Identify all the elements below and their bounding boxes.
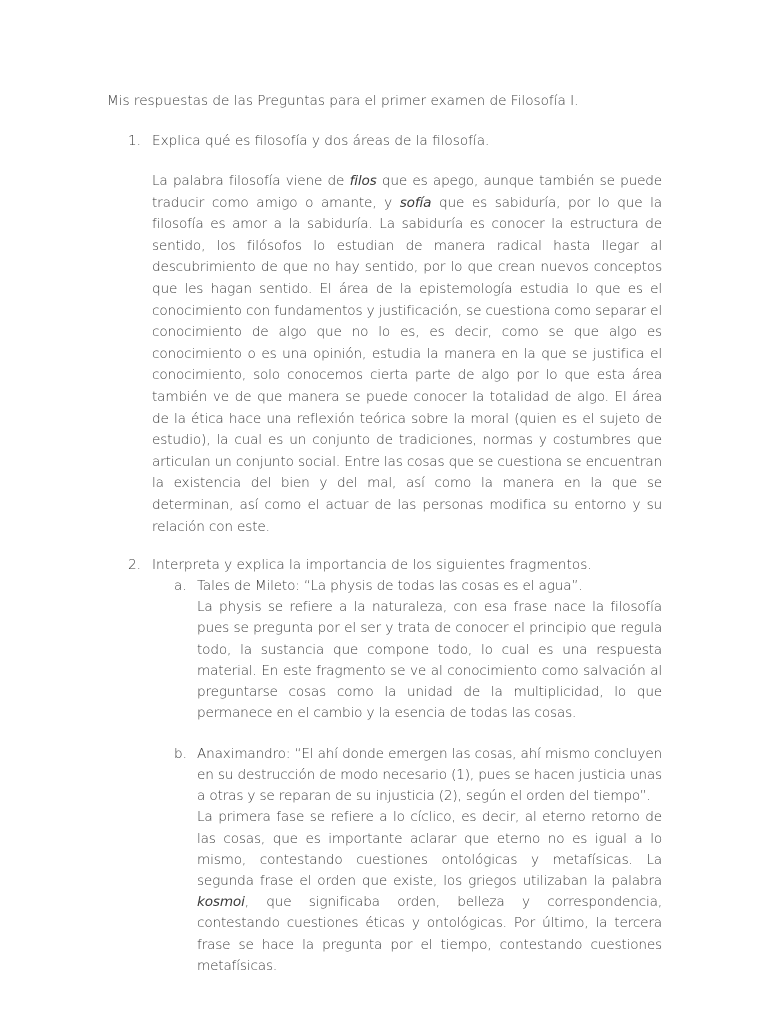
question-2-number: 2. bbox=[128, 557, 141, 574]
question-1-answer bbox=[152, 171, 662, 538]
answer-1-part-1: La palabra filosofía viene de bbox=[152, 173, 350, 189]
fragment-b bbox=[152, 744, 662, 977]
fragment-b-letter: b. bbox=[174, 746, 187, 763]
fragment-b-answer-part-1: La primera fase se refiere a lo cíclico, es decir, al eterno retorno de las cosas, que es importante aclarar que eterno no es igual a lo mismo, contestando cuestiones ontológicas y metafísicas. La segunda frase el orden que existe, los griegos utilizaban la palabra bbox=[197, 809, 662, 889]
fragment-b-answer bbox=[197, 807, 662, 977]
answer-1-part-2: que es apego, aunque también se puede traducir como amigo o amante, y bbox=[152, 173, 662, 211]
answer-1-term-sofia: sofía bbox=[399, 194, 432, 211]
question-1 bbox=[107, 131, 662, 538]
fragment-a bbox=[152, 576, 662, 724]
answer-1-term-filos: filos bbox=[349, 173, 377, 189]
document-title-line: Mis respuestas de las Preguntas para el primer examen de Filosofía I. bbox=[107, 93, 579, 109]
fragment-b-answer-part-2: , que significaba orden, belleza y correspondencia, contestando cuestiones éticas y ontológicas. Por último, la tercera frase se hace la pregunta por el tiempo, contestando cuestiones metafísicas. bbox=[197, 894, 662, 974]
fragment-a-letter: a. bbox=[174, 578, 187, 595]
question-1-text: Explica qué es filosofía y dos áreas de la filosofía. bbox=[152, 133, 490, 149]
answer-1-part-3: que es sabiduría, por lo que la filosofía es amor a la sabiduría. La sabiduría es conocer la estructura de sentido, los filósofos lo estudian de manera radical hasta llegar al descubrimiento de que no hay sentido, por lo que crean nuevos conceptos que les hagan sentido. El área de la epistemología estudia lo que es el conocimiento con fundamentos y justificación, se cuestiona como separar el conocimiento de algo que no lo es, es decir, como se que algo es conocimiento o es una opinión, estudia la manera en la que se justifica el conocimiento, solo conocemos cierta parte de algo por lo que esta área también ve de que manera se puede conocer la totalidad de algo. El área de la ética hace una reflexión teórica sobre la moral (quien es el sujeto de estudio), la cual es un conjunto de tradiciones, normas y costumbres que articulan un conjunto social. Entre las cosas que se cuestiona se encuentran la existencia del bien y del mal, así como la manera en la que se determinan, así como el actuar de las personas modifica su entorno y su relación con este. bbox=[152, 194, 662, 535]
question-2 bbox=[107, 555, 662, 977]
fragment-b-term-kosmoi: kosmoi bbox=[197, 894, 245, 911]
question-1-number: 1. bbox=[128, 133, 141, 149]
fragment-b-quote: Anaximandro: “El ahí donde emergen las cosas, ahí mismo concluyen en su destrucción de modo necesario (1), pues se hacen justicia unas a otras y se reparan de su injusticia (2), según el orden del tiempo”. bbox=[197, 746, 662, 805]
question-2-text: Interpreta y explica la importancia de los siguientes fragmentos. bbox=[152, 557, 592, 574]
fragment-a-quote: Tales de Mileto: “La physis de todas las cosas es el agua”. bbox=[197, 578, 583, 595]
fragment-a-answer: La physis se refiere a la naturaleza, con esa frase nace la filosofía pues se pregunta por el ser y trata de conocer el principio que regula todo, la sustancia que compone todo, lo cual es una respuesta material. En este fragmento se ve al conocimiento como salvación al preguntarse cosas como la unidad de la multiplicidad, lo que permanece en el cambio y la esencia de todas las cosas. bbox=[197, 599, 662, 722]
